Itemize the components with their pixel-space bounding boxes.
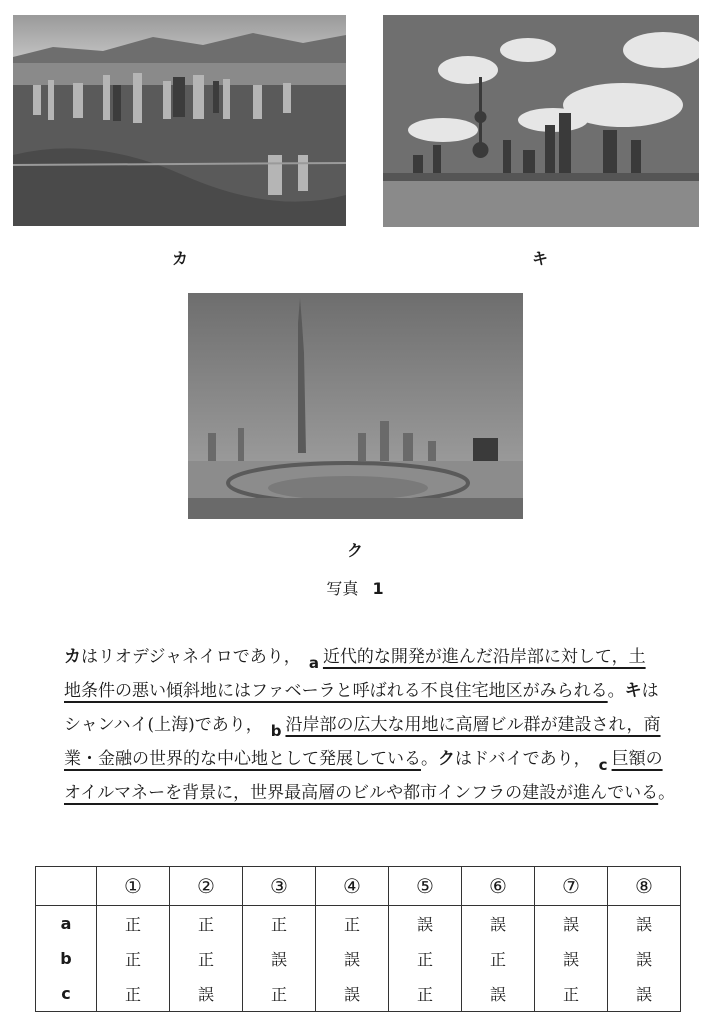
- header-option-5: ⑤: [389, 867, 462, 906]
- underlined-statement: 巨額の: [611, 749, 663, 769]
- answer-cell: 正: [316, 906, 389, 942]
- passage-text: ク: [438, 749, 455, 769]
- statement-marker: a: [308, 654, 319, 672]
- passage-text: キ: [624, 681, 642, 701]
- photo-ki-caption: キ: [531, 249, 548, 268]
- answer-cell: 誤: [608, 941, 681, 976]
- passage-line: [64, 742, 704, 776]
- figure-label: [280, 576, 430, 599]
- answer-cell: 誤: [243, 941, 316, 976]
- answer-cell: 誤: [316, 976, 389, 1012]
- header-corner: [36, 867, 97, 906]
- answer-row-c: [36, 976, 681, 1012]
- underlined-statement: 近代的な開発が進んだ沿岸部に対して，土: [322, 647, 646, 667]
- row-label: c: [36, 976, 97, 1012]
- answer-row-a: [36, 906, 681, 942]
- answer-cell: 正: [462, 941, 535, 976]
- answer-cell: 正: [535, 976, 608, 1012]
- passage-line: [64, 640, 704, 674]
- answer-row-b: [36, 941, 681, 976]
- header-option-4: ④: [316, 867, 389, 906]
- answer-cell: 正: [243, 906, 316, 942]
- statement-marker: c: [598, 756, 608, 774]
- passage-text: はドバイであり，: [455, 749, 591, 769]
- answer-table: [35, 866, 681, 1012]
- passage-text: シャンハイ(上海)であり，: [64, 715, 263, 735]
- figure-label-text: 写真: [326, 579, 359, 598]
- header-option-1: ①: [97, 867, 170, 906]
- passage-text: は: [641, 681, 659, 701]
- photo-ku-caption: ク: [346, 541, 363, 560]
- answer-cell: 正: [97, 976, 170, 1012]
- answer-cell: 正: [170, 906, 243, 942]
- answer-cell: 誤: [462, 976, 535, 1012]
- photo-ku-dubai: [188, 293, 523, 519]
- answer-cell: 誤: [462, 906, 535, 942]
- answer-cell: 誤: [389, 906, 462, 942]
- passage-line: [64, 674, 704, 708]
- answer-cell: 正: [243, 976, 316, 1012]
- passage-line: [64, 776, 704, 810]
- passage-text: 。: [658, 783, 676, 803]
- passage-text: 。: [607, 681, 625, 701]
- answer-cell: 誤: [170, 976, 243, 1012]
- header-option-6: ⑥: [462, 867, 535, 906]
- header-option-8: ⑧: [608, 867, 681, 906]
- passage-text: カ: [64, 647, 81, 667]
- underlined-statement: 地条件の悪い傾斜地にはファベーラと呼ばれる不良住宅地区がみられる: [64, 681, 608, 701]
- underlined-statement: 沿岸部の広大な用地に高層ビル群が建設され，商: [285, 715, 661, 735]
- answer-table-header: [36, 867, 681, 906]
- header-option-3: ③: [243, 867, 316, 906]
- answer-cell: 正: [170, 941, 243, 976]
- underlined-statement: オイルマネーを背景に，世界最高層のビルや都市インフラの建設が進んでいる: [64, 783, 659, 803]
- answer-cell: 正: [389, 976, 462, 1012]
- answer-cell: 誤: [535, 906, 608, 942]
- statement-marker: b: [270, 722, 282, 740]
- answer-cell: 正: [97, 906, 170, 942]
- answer-cell: 誤: [316, 941, 389, 976]
- photo-ka-rio: [13, 15, 346, 226]
- answer-cell: 誤: [608, 906, 681, 942]
- photo-ki-shanghai: [383, 15, 699, 227]
- header-option-2: ②: [170, 867, 243, 906]
- passage-text: 。: [421, 749, 438, 769]
- row-label: a: [36, 906, 97, 942]
- photo-ka-caption: カ: [171, 249, 188, 268]
- answer-cell: 誤: [535, 941, 608, 976]
- row-label: b: [36, 941, 97, 976]
- figure-number: 1: [372, 579, 384, 598]
- passage: [64, 640, 704, 810]
- passage-line: [64, 708, 704, 742]
- passage-text: はリオデジャネイロであり，: [81, 647, 301, 667]
- answer-cell: 正: [389, 941, 462, 976]
- answer-cell: 誤: [608, 976, 681, 1012]
- header-option-7: ⑦: [535, 867, 608, 906]
- answer-cell: 正: [97, 941, 170, 976]
- underlined-statement: 業・金融の世界的な中心地として発展している: [64, 749, 421, 769]
